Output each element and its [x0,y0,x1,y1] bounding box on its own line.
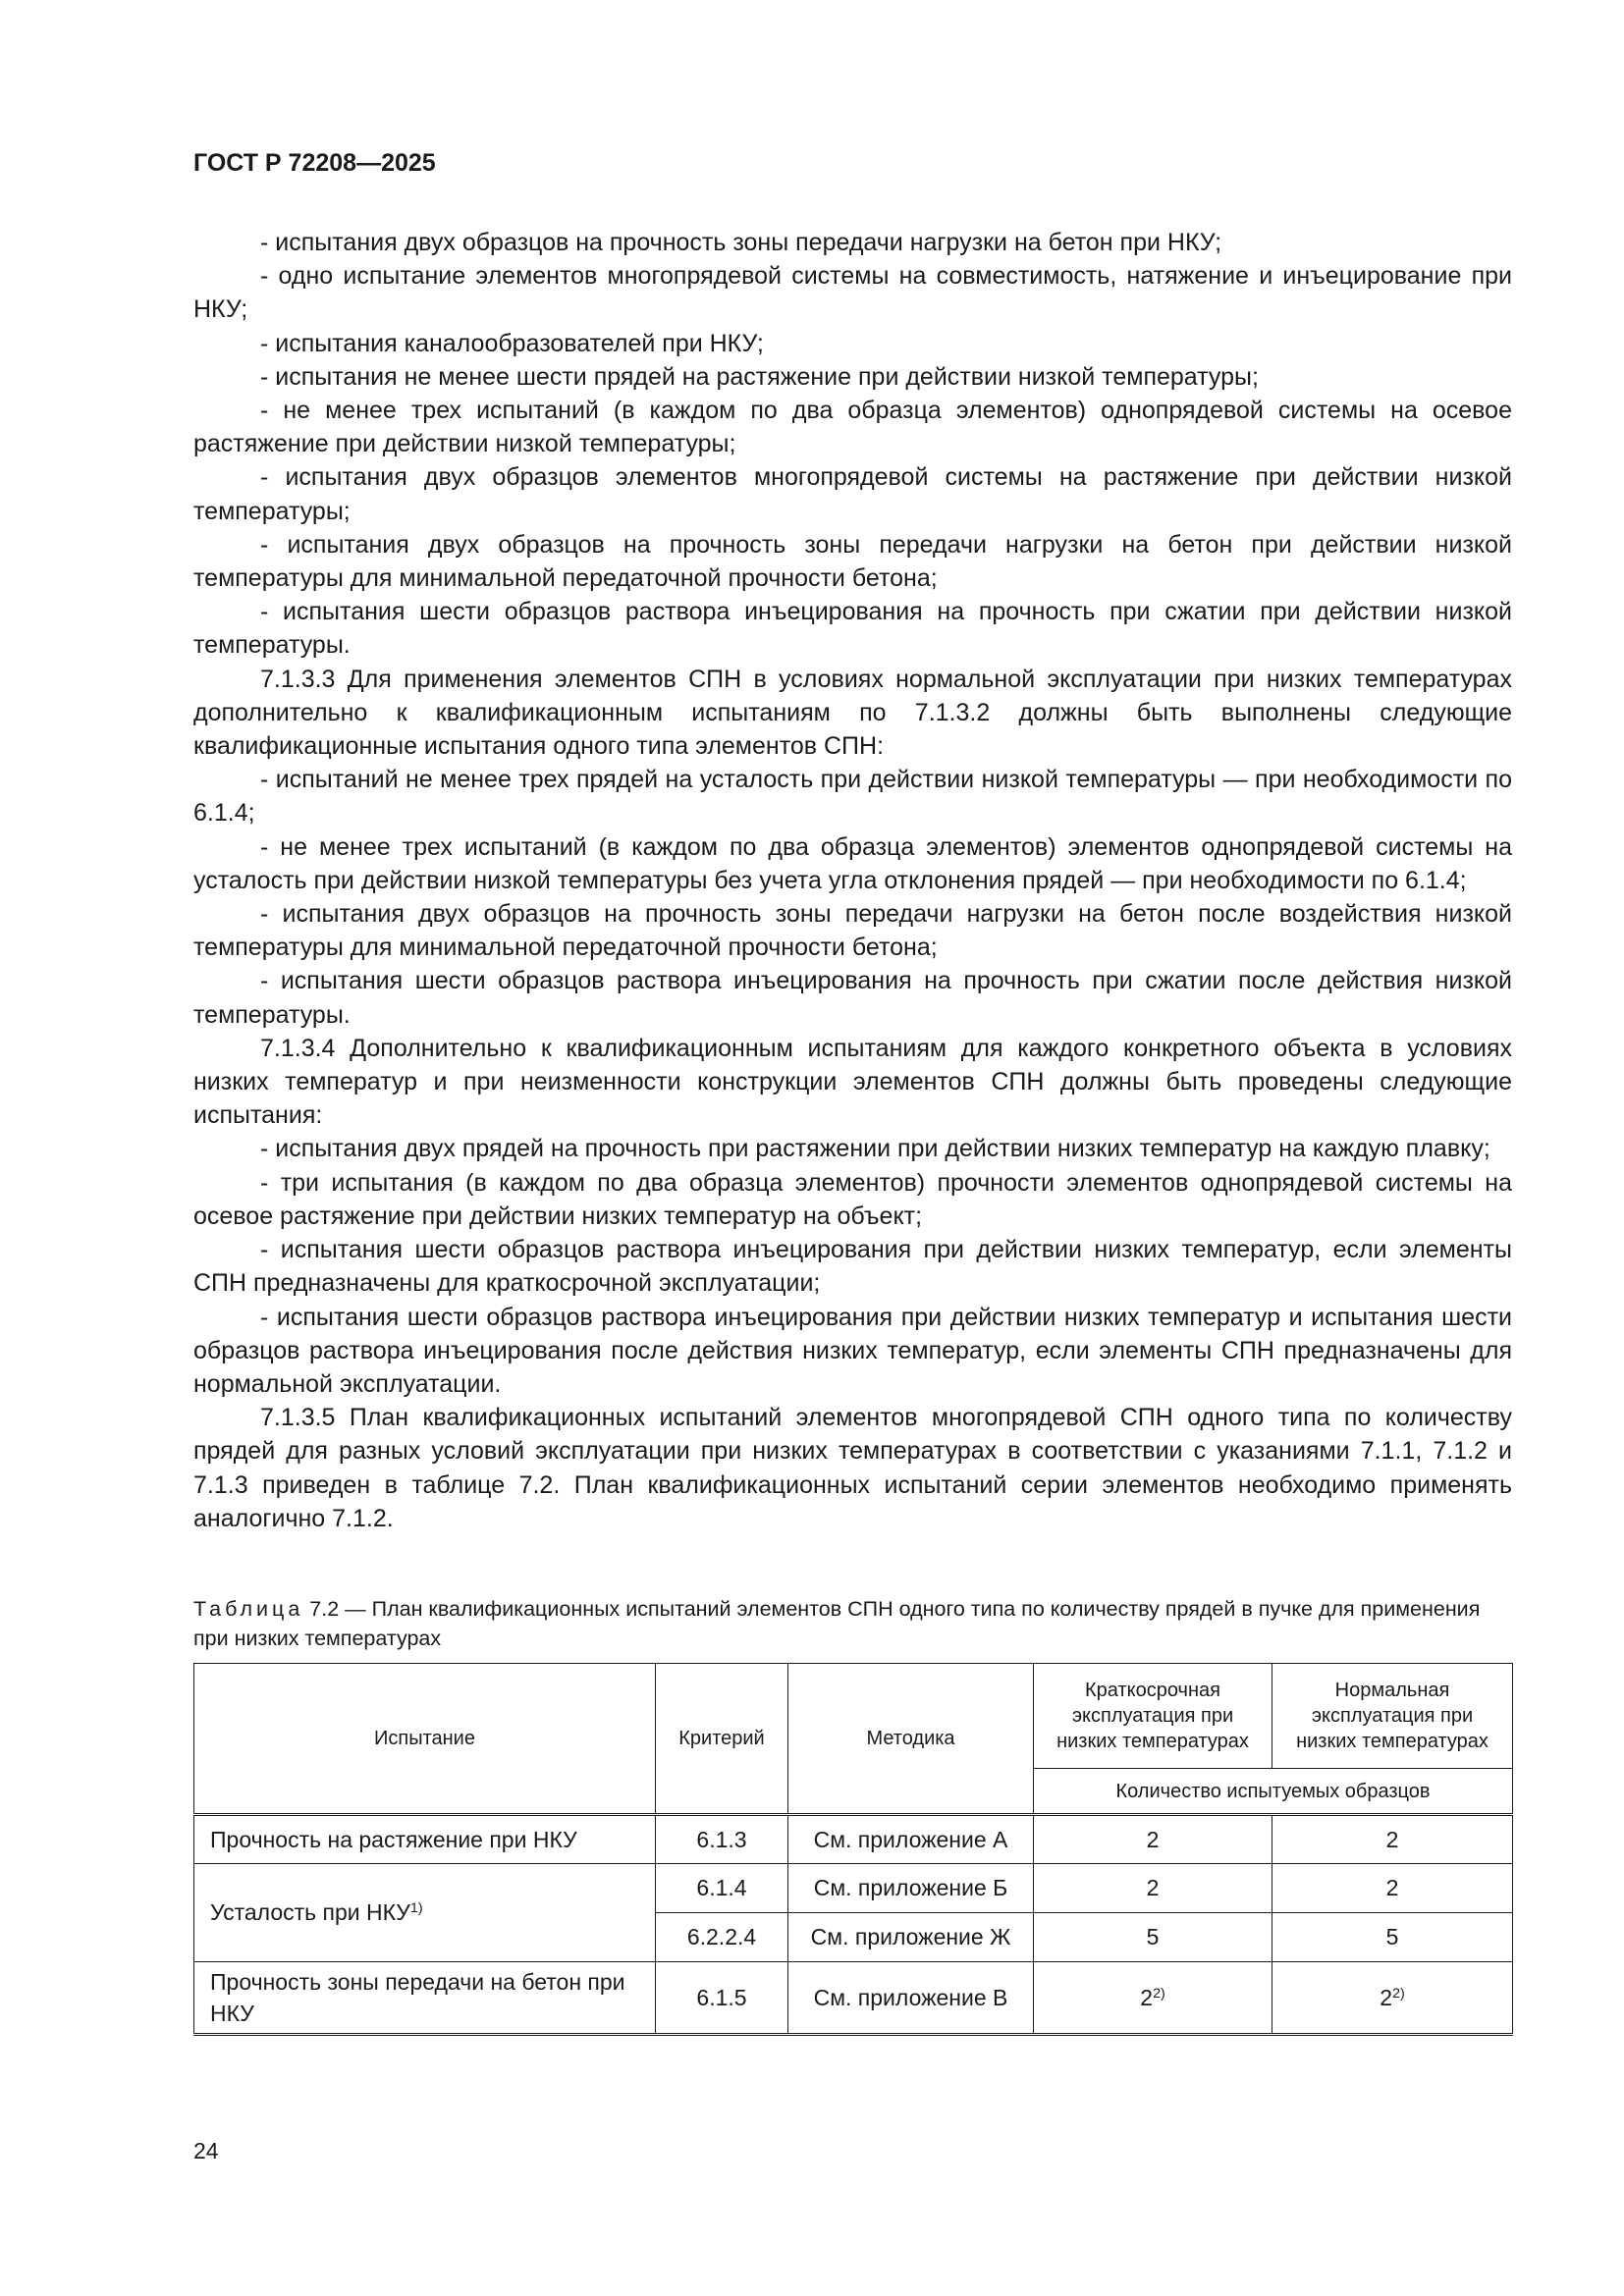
list-item: - испытания шести образцов раствора инъецирования на прочность при сжатии при действии низкой температуры. [193,598,1512,660]
cell-normal [1272,1962,1513,2035]
list-item: - испытания шести образцов раствора инъецирования при действии низких температур, если элементы СПН предназначены для краткосрочной эксплуатации; [193,1236,1512,1298]
cell-criterion: 6.1.4 [656,1864,788,1913]
cell-test [194,1864,656,1962]
list-item: - одно испытание элементов многопрядевой системы на совместимость, натяжение и инъецирование при НКУ; [193,262,1512,324]
list-item: - испытания двух прядей на прочность при растяжении при действии низких температур на каждую плавку; [260,1135,1490,1163]
document-header: ГОСТ Р 72208—2025 [193,149,436,177]
header-test: Испытание [194,1664,656,1815]
cell-test: Прочность на растяжение при НКУ [194,1815,656,1864]
cell-normal: 5 [1272,1913,1513,1962]
header-criterion: Критерий [656,1664,788,1815]
body-text [193,226,1512,1535]
footnote-ref: 2) [1392,1985,1405,2002]
cell-test: Прочность зоны передачи на бетон при НКУ [194,1962,656,2035]
list-item: - испытания двух образцов на прочность зоны передачи нагрузки на бетон при НКУ; [260,229,1222,256]
clause-7-1-3-5: 7.1.3.5 План квалификационных испытаний элементов многопрядевой СПН одного типа по количеству прядей для разных условий эксплуатации при низких температурах в соответствии с указаниями 7.1.1, 7.1.2 и 7.1.3 приведен в таблице 7.2. План квалификационных испытаний серии элементов необходимо применять аналогично 7.1.2. [193,1404,1512,1532]
cell-method: См. приложение Б [788,1864,1034,1913]
table-row [194,1962,1513,2035]
table-caption-word: Таблица [193,1597,304,1621]
cell-normal-value: 2 [1380,1984,1393,2010]
header-method: Методика [788,1664,1034,1815]
list-item: - испытания шести образцов раствора инъецирования на прочность при сжатии после действия низкой температуры. [193,967,1512,1029]
cell-short-term: 2 [1034,1864,1272,1913]
qualification-test-table [193,1663,1513,2036]
table-row [194,1815,1513,1864]
list-item: - испытания каналообразователей при НКУ; [260,329,764,357]
cell-short-term: 5 [1034,1913,1272,1962]
list-item: - не менее трех испытаний (в каждом по два образца элементов) однопрядевой системы на осевое растяжение при действии низкой температуры; [193,397,1512,458]
table-row [194,1864,1513,1913]
cell-normal: 2 [1272,1815,1513,1864]
cell-normal: 2 [1272,1864,1513,1913]
cell-test-text: Усталость при НКУ [210,1899,410,1925]
cell-short-term-value: 2 [1140,1984,1154,2010]
list-item: - испытания не менее шести прядей на растяжение при действии низкой температуры; [260,362,1259,391]
cell-method: См. приложение А [788,1815,1034,1864]
cell-method: См. приложение Ж [788,1913,1034,1962]
list-item: - испытания двух образцов элементов многопрядевой системы на растяжение при действии низкой температуры; [193,463,1512,525]
header-sample-count: Количество испытуемых образцов [1034,1769,1513,1815]
list-item: - испытаний не менее трех прядей на усталость при действии низкой температуры — при необходимости по 6.1.4; [193,766,1512,828]
table-caption [193,1594,1512,1653]
cell-short-term [1034,1962,1272,2035]
footnote-ref: 1) [409,1900,423,1917]
header-short-term: Краткосрочная эксплуатация при низких температурах [1034,1664,1272,1769]
cell-criterion: 6.2.2.4 [656,1913,788,1962]
cell-short-term: 2 [1034,1815,1272,1864]
list-item: - испытания двух образцов на прочность зоны передачи нагрузки на бетон при действии низкой температуры для минимальной передаточной прочности бетона; [193,530,1512,593]
list-item: - не менее трех испытаний (в каждом по два образца элементов) элементов однопрядевой системы на усталость при действии низкой температуры без учета угла отклонения прядей — при необходимости по 6.1.4; [193,832,1512,894]
header-normal: Нормальная эксплуатация при низких температурах [1272,1664,1513,1769]
list-item: - испытания шести образцов раствора инъецирования при действии низких температур и испытания шести образцов раствора инъецирования после действия низких температур, если элементы СПН предназначены для нормальной эксплуатации. [193,1303,1512,1398]
clause-7-1-3-4: 7.1.3.4 Дополнительно к квалификационным испытаниям для каждого конкретного объекта в условиях низких температур и при неизменности конструкции элементов СПН должны быть проведены следующие испытания: [193,1034,1512,1130]
list-item: - три испытания (в каждом по два образца элементов) прочности элементов однопрядевой системы на осевое растяжение при действии низких температур на объект; [193,1168,1512,1230]
clause-7-1-3-3: 7.1.3.3 Для применения элементов СПН в условиях нормальной эксплуатации при низких температурах дополнительно к квалификационным испытаниям по 7.1.3.2 должны быть выполнены следующие квалификационные испытания одного типа элементов СПН: [193,665,1512,761]
cell-method: См. приложение В [788,1962,1034,2035]
cell-criterion: 6.1.5 [656,1962,788,2035]
table-caption-text: 7.2 — План квалификационных испытаний элементов СПН одного типа по количеству прядей в пучке для применения при низких температурах [193,1597,1481,1650]
page-number: 24 [193,2138,219,2163]
footnote-ref: 2) [1153,1985,1165,2002]
list-item: - испытания двух образцов на прочность зоны передачи нагрузки на бетон после воздействия низкой температуры для минимальной передаточной прочности бетона; [193,900,1512,962]
cell-criterion: 6.1.3 [656,1815,788,1864]
